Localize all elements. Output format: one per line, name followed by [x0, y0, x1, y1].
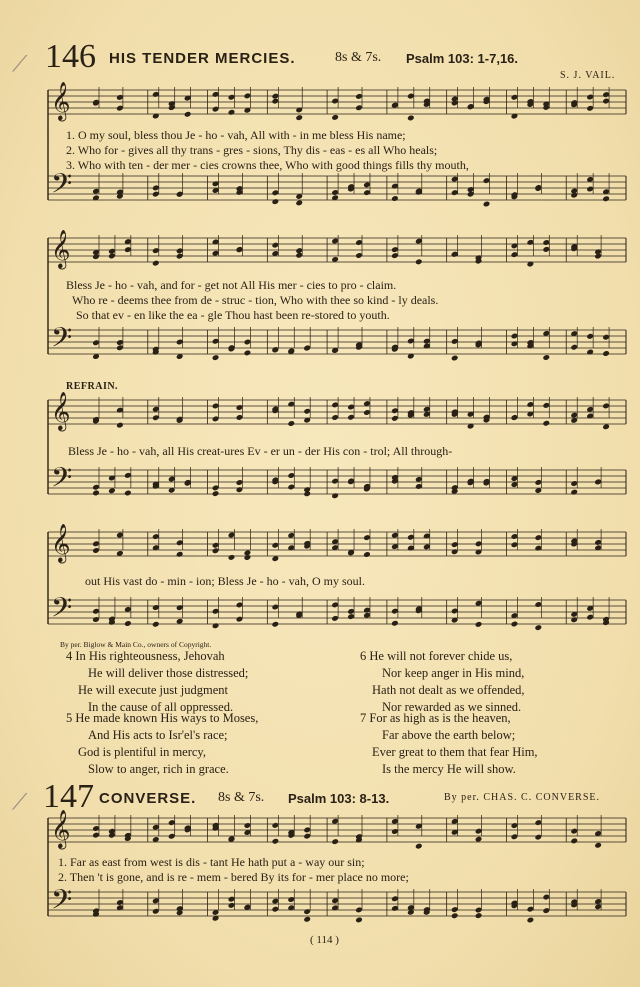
hymn-title: HIS TENDER MERCIES.	[109, 50, 296, 67]
note-head	[542, 354, 550, 361]
verse-stanza: 4 In His righteousness, Jehovah He will deliver those distressed; He will execute just judgment In the cause of all oppressed.	[66, 649, 249, 714]
note-head	[451, 912, 459, 919]
note-head	[212, 490, 220, 497]
note-head	[451, 355, 459, 362]
note-head	[244, 350, 252, 357]
copyright-notice: By per. Biglow & Main Co., owners of Copyright.	[60, 640, 212, 649]
note-head	[511, 621, 519, 628]
note-head	[116, 422, 124, 429]
lyric-line: 1. O my soul, bless thou Je - ho - vah, All with - in me bless His name;	[66, 128, 406, 142]
note-head	[228, 554, 236, 561]
hymn-psalm-reference: Psalm 103: 1-7,16.	[406, 51, 519, 66]
bass-clef-icon: 𝄢	[51, 321, 73, 360]
note-head	[228, 109, 236, 116]
note-head	[272, 621, 280, 628]
note-head	[287, 420, 295, 427]
page-number: ( 114 )	[310, 934, 339, 946]
note-head	[570, 489, 578, 496]
hymn-title: CONVERSE.	[99, 790, 197, 807]
note-head	[272, 198, 280, 205]
treble-clef-icon: 𝄞	[51, 391, 71, 430]
note-head	[602, 350, 610, 357]
note-head	[542, 420, 550, 427]
hymn-number: 147	[43, 778, 94, 815]
treble-clef-icon: 𝄞	[51, 523, 71, 562]
lyric-line: Bless Je - ho - vah, and for - get not All His mer - cies to pro - claim.	[66, 278, 397, 292]
hymn-number: 146	[45, 38, 96, 75]
treble-clef-icon: 𝄞	[51, 81, 71, 120]
note-head	[295, 114, 303, 121]
note-head	[124, 490, 132, 497]
note-head	[475, 621, 483, 628]
note-head	[535, 624, 543, 631]
note-head	[527, 917, 535, 924]
note-head	[483, 201, 491, 208]
lyric-line: out His vast do - min - ion; Bless Je - ho - vah, O my soul.	[85, 574, 365, 588]
note-head	[331, 492, 339, 499]
bass-clef-icon: 𝄢	[51, 591, 73, 630]
note-head	[407, 115, 415, 122]
hymn-composer: S. J. VAIL.	[560, 70, 616, 81]
note-head	[355, 917, 363, 924]
treble-clef-icon: 𝄞	[51, 229, 71, 268]
note-head	[152, 621, 160, 628]
bass-clef-icon: 𝄢	[51, 167, 73, 206]
note-head	[415, 258, 423, 265]
hymn-meter: 8s & 7s.	[335, 50, 382, 65]
note-head	[331, 838, 339, 845]
note-head	[184, 111, 192, 118]
note-head	[152, 260, 160, 267]
note-head	[391, 195, 399, 202]
note-head	[391, 620, 399, 627]
lyric-line: Bless Je - ho - vah, all His creat-ures Ev - er un - der His con - trol; All through-	[68, 444, 453, 458]
note-head	[212, 354, 220, 361]
lyric-line: Who re - deems thee from de - struc - tion, Who with thee so kind - ly deals.	[72, 293, 439, 307]
note-head	[594, 842, 602, 849]
note-head	[295, 200, 303, 207]
note-head	[272, 838, 280, 845]
pencil-mark-icon: ⟋	[12, 790, 28, 815]
note-head	[92, 490, 100, 497]
treble-clef-icon: 𝄞	[51, 809, 71, 848]
bass-clef-icon: 𝄢	[51, 883, 73, 922]
refrain-label: REFRAIN.	[66, 381, 119, 392]
hymn-meter: 8s & 7s.	[218, 790, 265, 805]
note-head	[331, 114, 339, 121]
note-head	[570, 838, 578, 845]
note-head	[602, 423, 610, 430]
note-head	[303, 916, 311, 923]
bass-clef-icon: 𝄢	[51, 461, 73, 500]
note-head	[124, 620, 132, 627]
note-head	[602, 195, 610, 202]
note-head	[212, 622, 220, 629]
note-head	[176, 551, 184, 558]
verse-stanza: 5 He made known His ways to Moses, And His acts to Isr'el's race; God is plentiful in mercy, Slow to anger, rich in grace.	[66, 711, 259, 776]
hymn-composer: By per. CHAS. C. CONVERSE.	[444, 792, 601, 803]
lyric-line: 3. Who with ten - der mer - cies crowns thee, Who with good things fills thy mouth,	[66, 158, 469, 172]
note-head	[475, 836, 483, 843]
note-head	[303, 490, 311, 497]
lyric-line: 2. Then 't is gone, and is re - mem - bered By its for - mer place no more;	[58, 870, 409, 884]
lyric-line: 2. Who for - gives all thy trans - gres - sions, Thy dis - eas - es all Who heals;	[66, 143, 438, 157]
hymn-psalm-reference: Psalm 103: 8-13.	[288, 791, 390, 806]
note-head	[363, 551, 371, 558]
verse-stanza: 7 For as high as is the heaven, Far above the earth below; Ever great to them that fear Him, Is the mercy He will show.	[360, 711, 538, 776]
pencil-mark-icon: ⟋	[12, 52, 28, 77]
note-head	[475, 912, 483, 919]
note-head	[415, 843, 423, 850]
lyric-line: 1. Far as east from west is dis - tant He hath put a - way our sin;	[58, 855, 365, 869]
verse-stanza: 6 He will not forever chide us, Nor keep anger in His mind, Hath not dealt as we offended, Nor rewarded as we sinned.	[360, 649, 525, 714]
lyric-line: So that ev - en like the ea - gle Thou hast been re-stored to youth.	[76, 308, 390, 322]
note-head	[244, 554, 252, 561]
